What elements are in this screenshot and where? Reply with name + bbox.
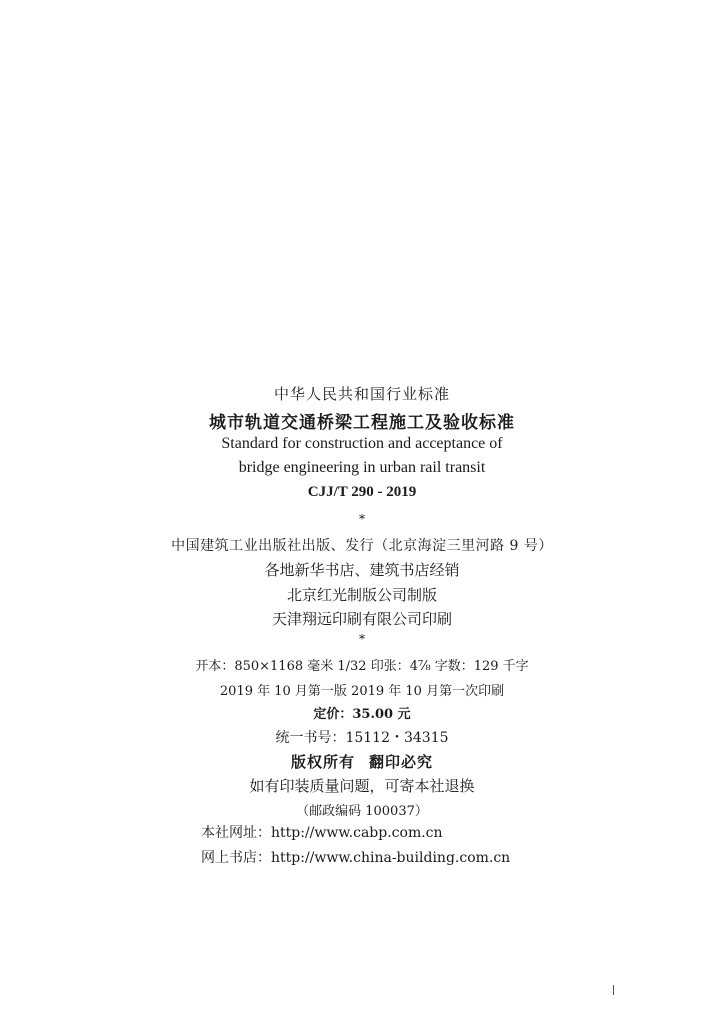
title-english-line-2: bridge engineering in urban rail transit xyxy=(238,459,486,476)
printing-line: 天津翔远印刷有限公司印刷 xyxy=(271,610,452,628)
format-specs: 开本：850×1168 毫米 1/32 印张：4⅞ 字数：129 千字 xyxy=(195,659,529,674)
online-bookstore: 网上书店：http://www.china-building.com.cn xyxy=(201,850,511,866)
unified-book-number: 统一书号：15112・34315 xyxy=(275,730,449,746)
separator-star: * xyxy=(359,632,365,646)
price: 定价：35.00 元 xyxy=(313,707,411,722)
distribution-line: 各地新华书店、建筑书店经销 xyxy=(264,561,460,579)
page-edge-mark xyxy=(613,985,614,995)
rights-reserved: 版权所有 xyxy=(290,753,355,771)
return-notice: 如有印装质量问题，可寄本社退换 xyxy=(249,777,475,795)
reprint-prohibited: 翻印必究 xyxy=(369,753,434,771)
separator-star: * xyxy=(359,512,365,526)
standard-series: 中华人民共和国行业标准 xyxy=(273,385,450,403)
standard-code: CJJ/T 290 - 2019 xyxy=(307,484,417,500)
publisher-line: 中国建筑工业出版社出版、发行（北京海淀三里河路 9 号） xyxy=(171,538,553,554)
edition-info: 2019 年 10 月第一版 2019 年 10 月第一次印刷 xyxy=(219,684,505,699)
title-chinese: 城市轨道交通桥梁工程施工及验收标准 xyxy=(209,413,515,433)
publisher-website: 本社网址：http://www.cabp.com.cn xyxy=(201,825,443,841)
title-english-line-1: Standard for construction and acceptance of xyxy=(221,435,503,452)
plate-making-line: 北京红光制版公司制版 xyxy=(286,586,437,604)
copyright-notice xyxy=(0,751,724,772)
postcode: （邮政编码 100037） xyxy=(296,804,428,819)
